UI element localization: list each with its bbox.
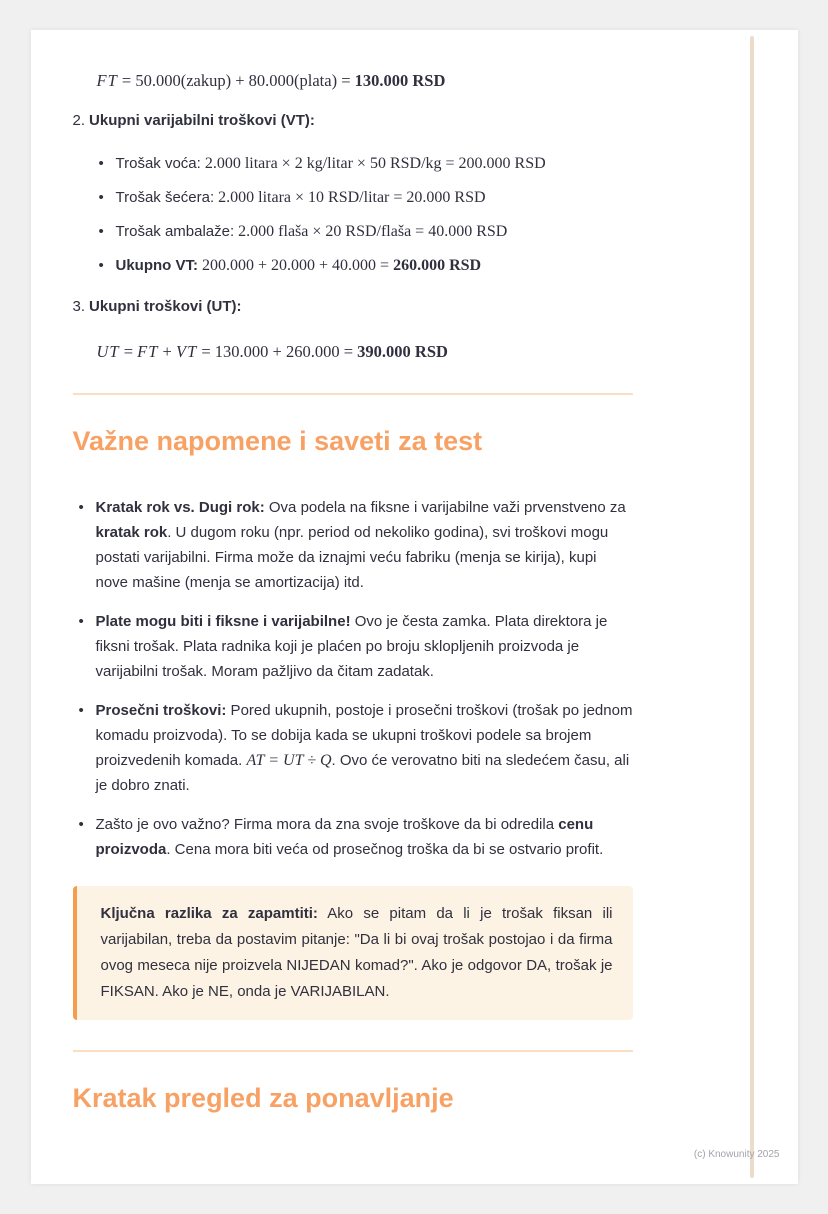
list-item xyxy=(73,698,633,798)
section-heading-notes: Važne napomene i saveti za test xyxy=(72,426,483,456)
ordered-item-2 xyxy=(73,109,633,133)
section-divider xyxy=(73,1050,633,1052)
vt-total-label: Ukupno VT: xyxy=(115,257,198,274)
vt-item-math: 2.000 litara × 10 RSD/litar = 20.000 RSD xyxy=(214,189,486,206)
note-text: . Ovo će verovatno biti na sledećem času, ali je dobro znati. xyxy=(95,752,630,794)
document-page xyxy=(31,30,798,1184)
variable-costs-list xyxy=(93,153,633,277)
section-divider xyxy=(73,393,633,395)
list-item xyxy=(73,495,633,595)
note-text: . Cena mora biti veća od prosečnog troška da bi se ostvario profit. xyxy=(166,841,604,858)
item-3-number: 3. xyxy=(72,298,86,315)
note-text: . U dugom roku (npr. period od nekoliko godina), svi troškovi mogu postati varijabilni. Firma može da iznajmi veću fabriku (menja se kirija), kupi nove mašine (menja se amortizacija) itd. xyxy=(95,524,609,591)
note-text: Pored ukupnih, postoje i prosečni troškovi (trošak po jednom komadu proizvoda). To se dobija kada se ukupni troškovi podele sa brojem proizvedenih komada. xyxy=(95,702,633,769)
section-heading-review: Kratak pregled za ponavljanje xyxy=(72,1083,454,1113)
vt-item-math: 2.000 flaša × 20 RSD/flaša = 40.000 RSD xyxy=(234,223,508,240)
note-lead: Prosečni troškovi: xyxy=(95,702,227,719)
formula-ut-vt: VT xyxy=(175,342,198,361)
vt-total-result: 260.000 RSD xyxy=(393,257,482,274)
key-difference-callout xyxy=(73,886,633,1020)
note-bold-phrase: cenu proizvoda xyxy=(95,816,594,858)
formula-ut-eq: = xyxy=(119,342,138,361)
note-bold-phrase: kratak rok xyxy=(95,524,168,541)
callout-lead: Ključna razlika za zapamtiti: xyxy=(100,905,318,922)
list-item xyxy=(73,609,633,684)
notes-list xyxy=(73,495,633,862)
vt-item-label: Trošak ambalaže: xyxy=(115,223,235,240)
note-inline-formula: AT = UT ÷ Q xyxy=(246,752,332,769)
formula-ut-body: = 130.000 + 260.000 = xyxy=(197,342,358,361)
formula-ut-result: 390.000 RSD xyxy=(357,342,448,361)
item-2-number: 2. xyxy=(72,112,86,129)
vt-item-math: 2.000 litara × 2 kg/litar × 50 RSD/kg = 200.000 RSD xyxy=(200,155,546,172)
note-text: Zašto je ovo važno? Firma mora da zna svoje troškove da bi odredila xyxy=(95,816,559,833)
item-3-title: Ukupni troškovi (UT): xyxy=(89,298,242,315)
ordered-item-3 xyxy=(73,295,633,319)
formula-ft-result: 130.000 RSD xyxy=(354,71,446,90)
formula-fixed-costs xyxy=(97,70,633,92)
note-lead: Kratak rok vs. Dugi rok: xyxy=(95,499,265,516)
formula-ft-variable: FT xyxy=(96,71,118,90)
list-item xyxy=(93,255,633,277)
vt-item-label: Trošak šećera: xyxy=(115,189,215,206)
page-edge-bar xyxy=(750,36,754,1178)
item-2-title: Ukupni varijabilni troškovi (VT): xyxy=(89,112,315,129)
note-text: Ovo je česta zamka. Plata direktora je fiksni trošak. Plata radnika koji je plaćen po broju sklopljenih proizvoda je varijabilni trošak. Moram pažljivo da čitam zadatak. xyxy=(95,613,608,680)
formula-ft-body: = 50.000(zakup) + 80.000(plata) = xyxy=(117,71,355,90)
formula-ut-ft: FT xyxy=(137,342,159,361)
list-item xyxy=(93,153,633,175)
vt-total-math: 200.000 + 20.000 + 40.000 = xyxy=(198,257,394,274)
list-item xyxy=(73,812,633,862)
list-item xyxy=(93,187,633,209)
formula-ut-variable: UT xyxy=(96,342,120,361)
vt-item-label: Trošak voća: xyxy=(115,155,201,172)
list-item xyxy=(93,221,633,243)
formula-ut-plus: + xyxy=(158,342,176,361)
copyright-note: (c) Knowunity 2025 xyxy=(693,1149,780,1160)
note-text: Ova podela na fiksne i varijabilne važi prvenstveno za xyxy=(264,499,626,516)
callout-text: Ako se pitam da li je trošak fiksan ili varijabilan, treba da postavim pitanje: "Da li bi ovaj trošak postojao i da firma ovog meseca nije proizvela NIJEDAN komad?". Ako je odgovor DA, trošak je FIKSAN. Ako je NE, onda je VARIJABILAN. xyxy=(100,905,613,1000)
note-lead: Plate mogu biti i fiksne i varijabilne! xyxy=(95,613,351,630)
formula-total-costs xyxy=(97,341,633,363)
